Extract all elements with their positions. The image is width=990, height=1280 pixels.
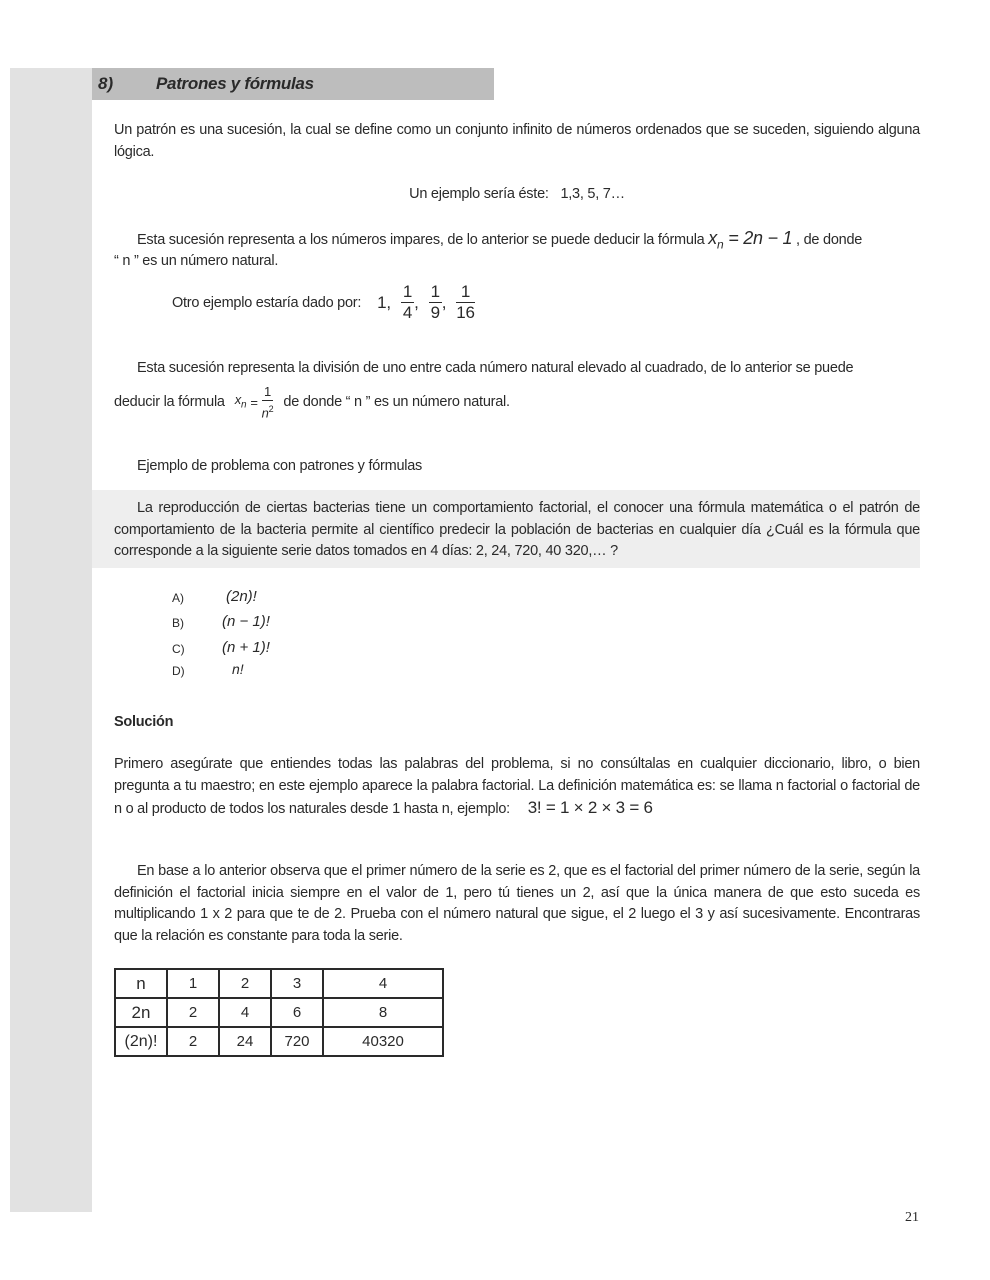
- factorial-table: [114, 968, 444, 1057]
- option-a-letter: A): [172, 591, 184, 605]
- table-cell: 2: [219, 969, 271, 998]
- option-c-value: (n + 1)!: [222, 639, 270, 656]
- section-number: 8): [98, 74, 114, 93]
- table-cell: 8: [323, 998, 443, 1027]
- table-cell: 6: [271, 998, 323, 1027]
- left-margin-band: [10, 68, 92, 1212]
- option-c-letter: C): [172, 642, 185, 656]
- solution-text-1: Primero asegúrate que entiendes todas las palabras del problema, si no consúltalas en cualquier diccionario, libro, o bien pregunta a tu maestro; en este ejemplo aparece la palabra factorial. La definición matemática es: se llama n factorial o factorial de n o al producto de todos los naturales desde 1 hasta n, ejemplo:: [114, 756, 920, 817]
- fraction-1-16: $\frac{1}{16}$: [456, 282, 475, 322]
- squares-formula-line: deducir la fórmula $x_n$ = $\frac{1}{n^2}$ de donde “ n ” es un número natural.: [114, 384, 510, 421]
- option-d-letter: D): [172, 664, 185, 678]
- squares-text: deducir la fórmula: [114, 393, 225, 410]
- squares-text-tail: de donde “ n ” es un número natural.: [283, 393, 510, 410]
- table-row: [115, 998, 443, 1027]
- table-cell: 2: [167, 1027, 219, 1056]
- table-cell: 720: [271, 1027, 323, 1056]
- solution-paragraph-2: En base a lo anterior observa que el primer número de la serie es 2, que es el factorial del primer número de la serie, según la definición el factorial inicia siempre en el valor de 1, pero tú tienes un 2, así que la única manera de que esto suceda es multiplicando 1 x 2 para que te de 2. Prueba con el número natural que sigue, el 2 luego el 3 y así sucesivamente. Encontraras que la relación es constante para toda la serie.: [114, 863, 920, 944]
- problem-heading: Ejemplo de problema con patrones y fórmulas: [137, 458, 423, 474]
- problem-text: La reproducción de ciertas bacterias tiene un comportamiento factorial, el conocer una fórmula matemática o el patrón de comportamiento de la bacteria permite al científico predecir la población de bacterias en cualquier día ¿Cuál es la fórmula que corresponde a la siguiente serie datos tomados en 4 días: 2, 24, 720, 40 320,… ?: [114, 500, 920, 559]
- example-2-label: Otro ejemplo estaría dado por:: [172, 294, 362, 311]
- formula-rhs: = 2n − 1: [723, 228, 793, 248]
- squares-fraction: $\frac{1}{n^2}$: [261, 384, 274, 421]
- example-1-label: Un ejemplo sería éste:: [409, 186, 549, 202]
- option-b-letter: B): [172, 616, 184, 630]
- squares-paragraph: Esta sucesión representa la división de uno entre cada número natural elevado al cuadrado, de lo anterior se puede: [137, 360, 854, 376]
- table-cell: 4: [219, 998, 271, 1027]
- example-1: [114, 184, 920, 206]
- odd-text: Esta sucesión representa a los números impares, de lo anterior se puede deducir la fórmula: [137, 232, 705, 248]
- table-cell: 3: [271, 969, 323, 998]
- option-d-value: n!: [232, 661, 244, 677]
- intro-paragraph: Un patrón es una sucesión, la cual se define como un conjunto infinito de números ordenados que se suceden, siguiendo alguna lógica.: [114, 122, 920, 160]
- odd-text-tail: , de donde: [796, 232, 863, 248]
- fraction-1-9: $\frac{1}{9}$: [430, 282, 440, 322]
- formula-subscript: n: [717, 237, 724, 252]
- table-row: [115, 1027, 443, 1056]
- table-cell: 40320: [323, 1027, 443, 1056]
- solution-heading: Solución: [114, 714, 174, 730]
- odd-formula: [708, 228, 793, 252]
- table-cell: 1: [167, 969, 219, 998]
- table-row: [115, 969, 443, 998]
- table-cell: 2: [167, 998, 219, 1027]
- option-b-value: (n − 1)!: [222, 613, 270, 630]
- first-term: 1: [377, 292, 387, 312]
- option-a-value: (2n)!: [226, 588, 257, 605]
- factorial-example-formula: 3! = 1 × 2 × 3 = 6: [527, 798, 653, 817]
- fraction-1-4: $\frac{1}{4}$: [402, 282, 413, 322]
- odd-natural-note: “ n ” es un número natural.: [114, 253, 279, 269]
- page-number: 21: [905, 1210, 919, 1225]
- section-header: [92, 68, 494, 100]
- table-cell: 2n: [115, 998, 167, 1027]
- solution-paragraph-1: [114, 754, 920, 821]
- table-cell: 24: [219, 1027, 271, 1056]
- formula-lhs: x: [708, 228, 718, 248]
- table-cell: (2n)!: [115, 1027, 167, 1056]
- section-title: Patrones y fórmulas: [156, 74, 314, 93]
- example-2: Otro ejemplo estaría dado por: 1, $\frac{1}{4}$ , $\frac{1}{9}$ , $\frac{1}{16}$: [172, 282, 475, 322]
- sequence-first-term: 1,: [377, 292, 391, 312]
- table-cell: n: [115, 969, 167, 998]
- squares-formula: $x_n$: [234, 392, 247, 411]
- example-1-sequence: 1,3, 5, 7…: [560, 186, 625, 202]
- table-cell: 4: [323, 969, 443, 998]
